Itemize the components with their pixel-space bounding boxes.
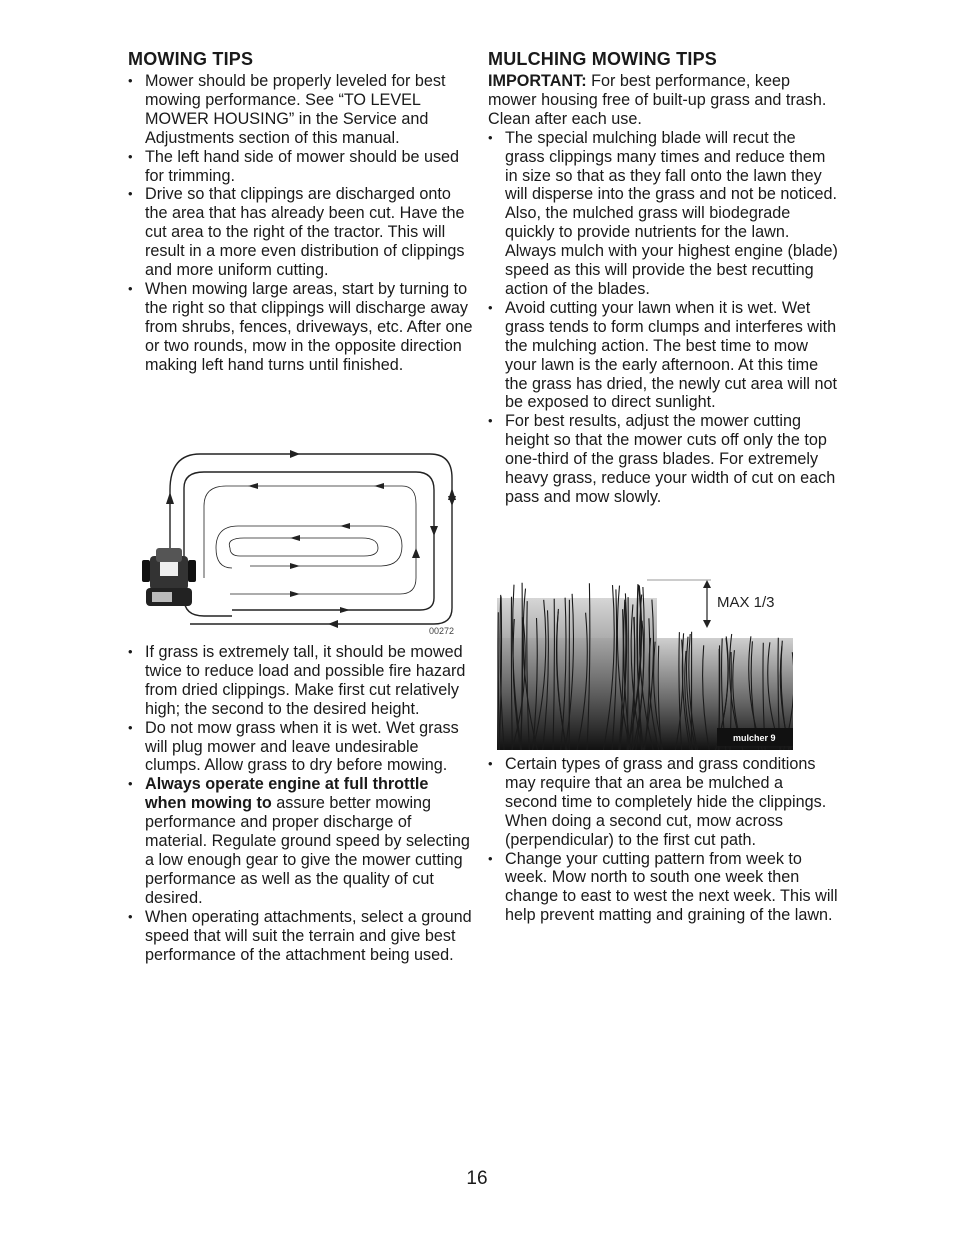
mowing-tips-list-a (128, 72, 473, 375)
throttle-bold-text: Always operate engine at full throttle when mowing to (145, 775, 429, 813)
list-item: • When operating attachments, select a ground speed that will suit the terrain and give best performance of the attachment being used. (128, 908, 473, 965)
list-item (128, 775, 473, 907)
list-item: • Certain types of grass and grass conditions may require that an area be mulched a second time to completely hide the clippings. When doing a second cut, mow across (perpendicular) to the first cut path. (488, 755, 838, 850)
list-item: • Avoid cutting your lawn when it is wet. Wet grass tends to form clumps and interferes with the mulching action. The best time to mow your lawn is the early afternoon. At this time the grass has dried, the newly cut area will not be exposed to direct sunlight. (488, 299, 838, 412)
mulching-tips-section-continued (488, 755, 838, 925)
mulching-tips-list-b (488, 755, 838, 925)
list-item: • When mowing large areas, start by turning to the right so that clippings will discharge away from shrubs, fences, driveways, etc. After one or two rounds, mow in the opposite direction making left hand turns until finished. (128, 280, 473, 375)
max-one-third-label: MAX 1/3 (717, 594, 775, 611)
mulching-tips-section (488, 46, 838, 507)
list-item: • Mower should be properly leveled for best mowing performance. See “TO LEVEL MOWER HOUSING” in the Service and Adjustments section of this manual. (128, 72, 473, 148)
mowing-tips-section (128, 46, 473, 375)
mowing-tips-section-continued (128, 643, 473, 964)
important-note (488, 72, 838, 129)
mulching-tips-list-a (488, 129, 838, 507)
important-text: For best performance, keep mower housing free of built-up grass and trash. Clean after each use. (488, 72, 827, 128)
grass-height-figure (497, 578, 793, 750)
figure-code: 00272 (428, 626, 454, 636)
tractor-icon (142, 548, 196, 606)
mowing-tips-heading: MOWING TIPS (128, 49, 254, 69)
list-item: • If grass is extremely tall, it should be mowed twice to reduce load and possible fire hazard from dried clippings. Make first cut relatively high; the second to the desired height. (128, 643, 473, 719)
throttle-text: assure better mowing performance and proper discharge of material. Regulate ground speed by selecting a low enough gear to give the mower cutting performance as well as the quality of cut desired. (145, 794, 470, 907)
list-item: • Change your cutting pattern from week to week. Mow north to south one week then change to east to west the next week. This will help prevent matting and graining of the lawn. (488, 850, 838, 926)
mowing-pattern-figure (140, 448, 460, 638)
mowing-tips-list-b (128, 643, 473, 964)
important-label: IMPORTANT: (488, 72, 587, 90)
mowing-pattern-diagram (140, 448, 460, 638)
page-number: 16 (466, 1168, 488, 1189)
mulching-tips-heading: MULCHING MOWING TIPS (488, 49, 717, 69)
list-item: • Drive so that clippings are discharged onto the area that has already been cut. Have the cut area to the right of the tractor. This will result in a more even distribution of clippings and more uniform cutting. (128, 185, 473, 280)
list-item: • Do not mow grass when it is wet. Wet grass will plug mower and leave undesirable clumps. Allow grass to dry before mowing. (128, 719, 473, 776)
list-item: • The left hand side of mower should be used for trimming. (128, 148, 473, 186)
list-item: • The special mulching blade will recut the grass clippings many times and reduce them in size so that as they fall onto the lawn they will disperse into the grass and not be noticed. Also, the mulched grass will biodegrade quickly to provide nutrients for the lawn. Always mulch with your highest engine (blade) speed as this will provide the best recutting action of the blades. (488, 129, 838, 299)
list-item: • For best results, adjust the mower cutting height so that the mower cuts off only the top one-third of the grass blades. For extremely heavy grass, reduce your width of cut on each pass and mow slowly. (488, 412, 838, 507)
figure-code: mulcher 9 (733, 733, 776, 743)
